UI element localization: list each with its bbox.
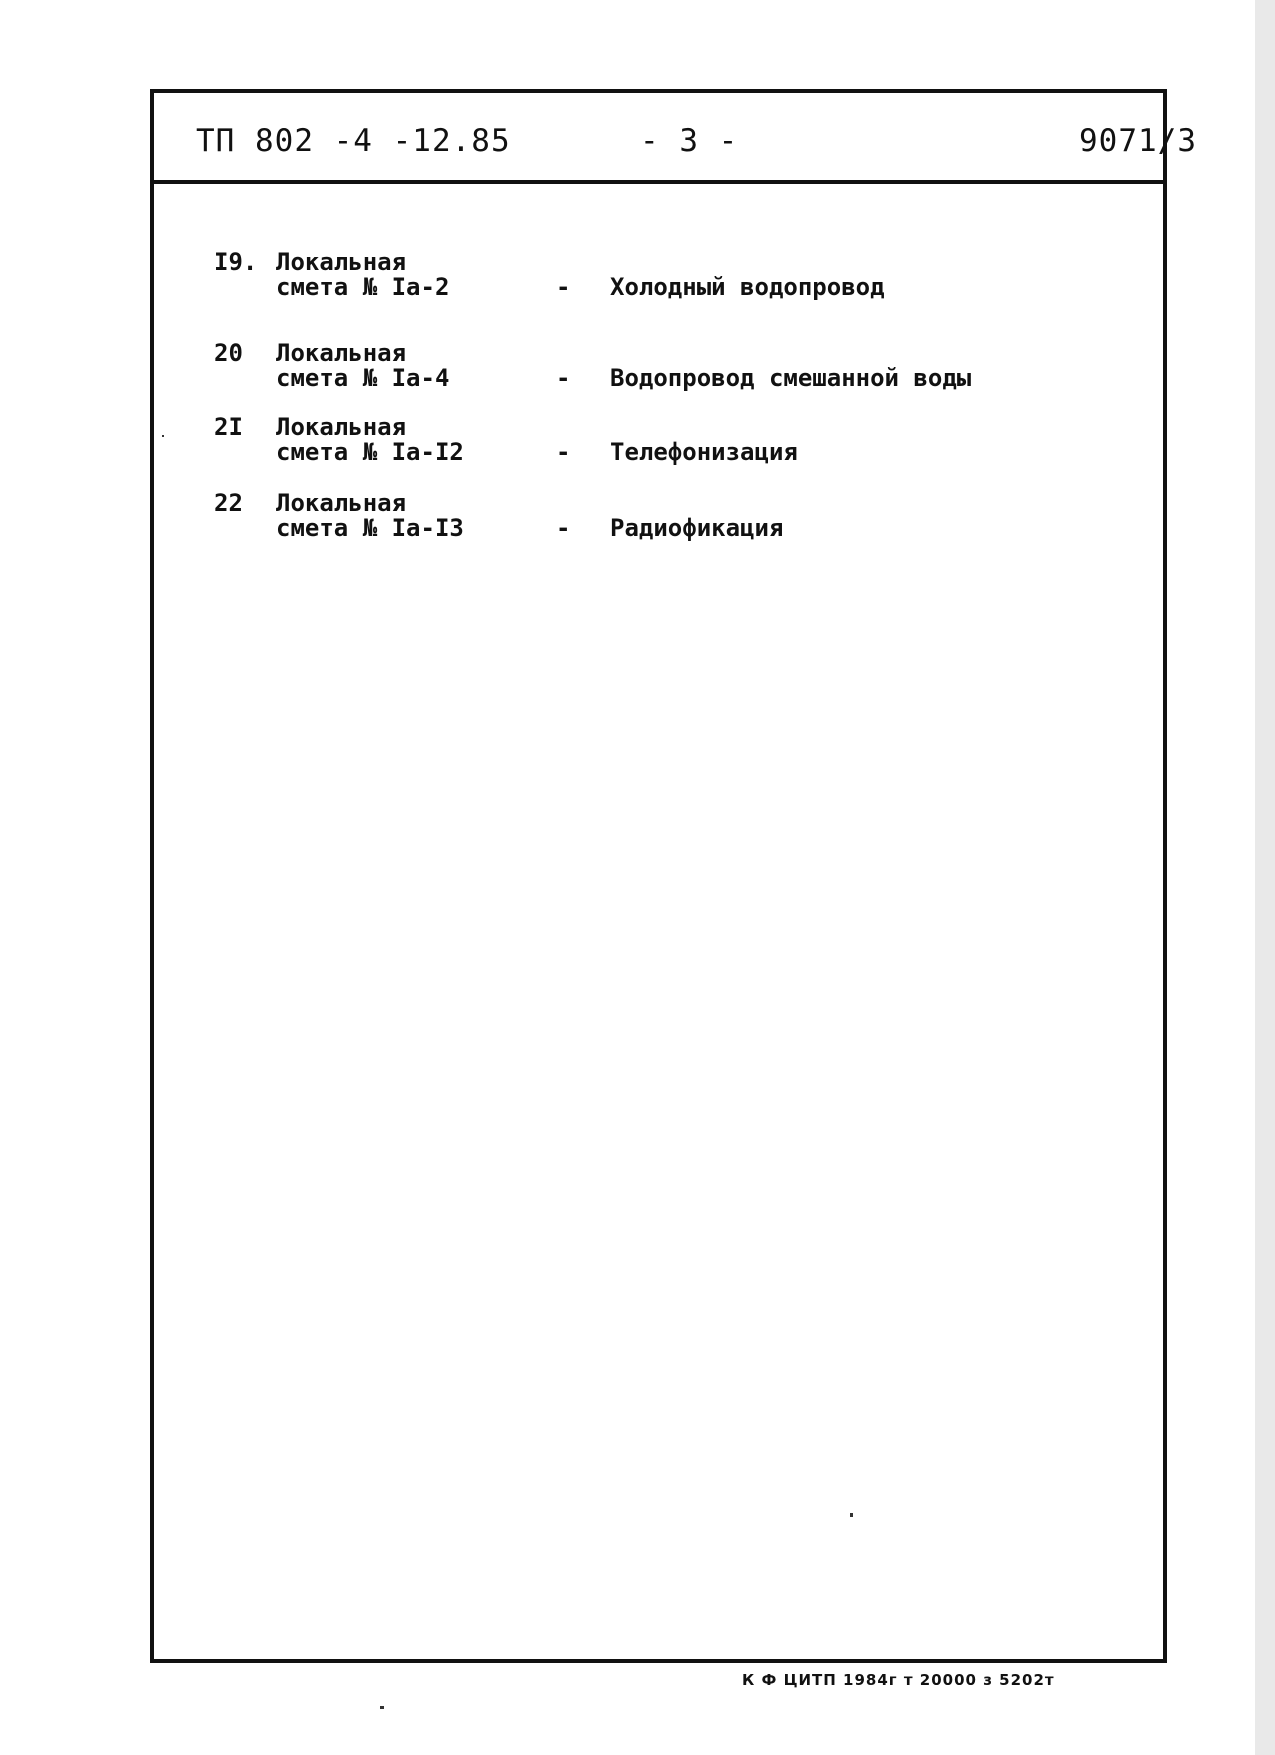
item-number: I9. — [214, 248, 258, 276]
list-item — [214, 489, 1114, 561]
item-description: Радиофикация — [610, 514, 784, 542]
document-code: ТП 802 -4 -12.85 — [196, 123, 511, 159]
item-kind: Локальная — [276, 248, 407, 276]
scan-speck — [850, 1513, 853, 1517]
item-reference: смета № Iа-2 — [276, 273, 450, 301]
item-number: 2I — [214, 413, 243, 441]
item-kind: Локальная — [276, 413, 407, 441]
item-dash: - — [556, 364, 571, 392]
item-number: 20 — [214, 339, 243, 367]
list-item — [214, 339, 1114, 411]
item-dash: - — [556, 273, 571, 301]
document-frame — [150, 89, 1197, 1663]
item-description: Холодный водопровод — [610, 273, 885, 301]
item-description: Телефонизация — [610, 438, 798, 466]
list-item — [214, 413, 1114, 485]
scan-speck — [380, 1706, 384, 1709]
page-edge-shadow — [1255, 0, 1275, 1755]
item-reference: смета № Iа-I3 — [276, 514, 464, 542]
scan-speck — [162, 435, 164, 437]
inventory-number: 9071/3 — [1079, 123, 1197, 159]
item-dash: - — [556, 438, 571, 466]
item-number: 22 — [214, 489, 243, 517]
item-kind: Локальная — [276, 489, 407, 517]
item-dash: - — [556, 514, 571, 542]
page-number: - 3 - — [640, 123, 739, 159]
list-item — [214, 248, 1114, 320]
item-reference: смета № Iа-4 — [276, 364, 450, 392]
item-kind: Локальная — [276, 339, 407, 367]
item-description: Водопровод смешанной воды — [610, 364, 972, 392]
item-reference: смета № Iа-I2 — [276, 438, 464, 466]
print-imprint: К Ф ЦИТП 1984г т 20000 з 5202т — [742, 1671, 1055, 1689]
header-divider — [154, 180, 1163, 184]
